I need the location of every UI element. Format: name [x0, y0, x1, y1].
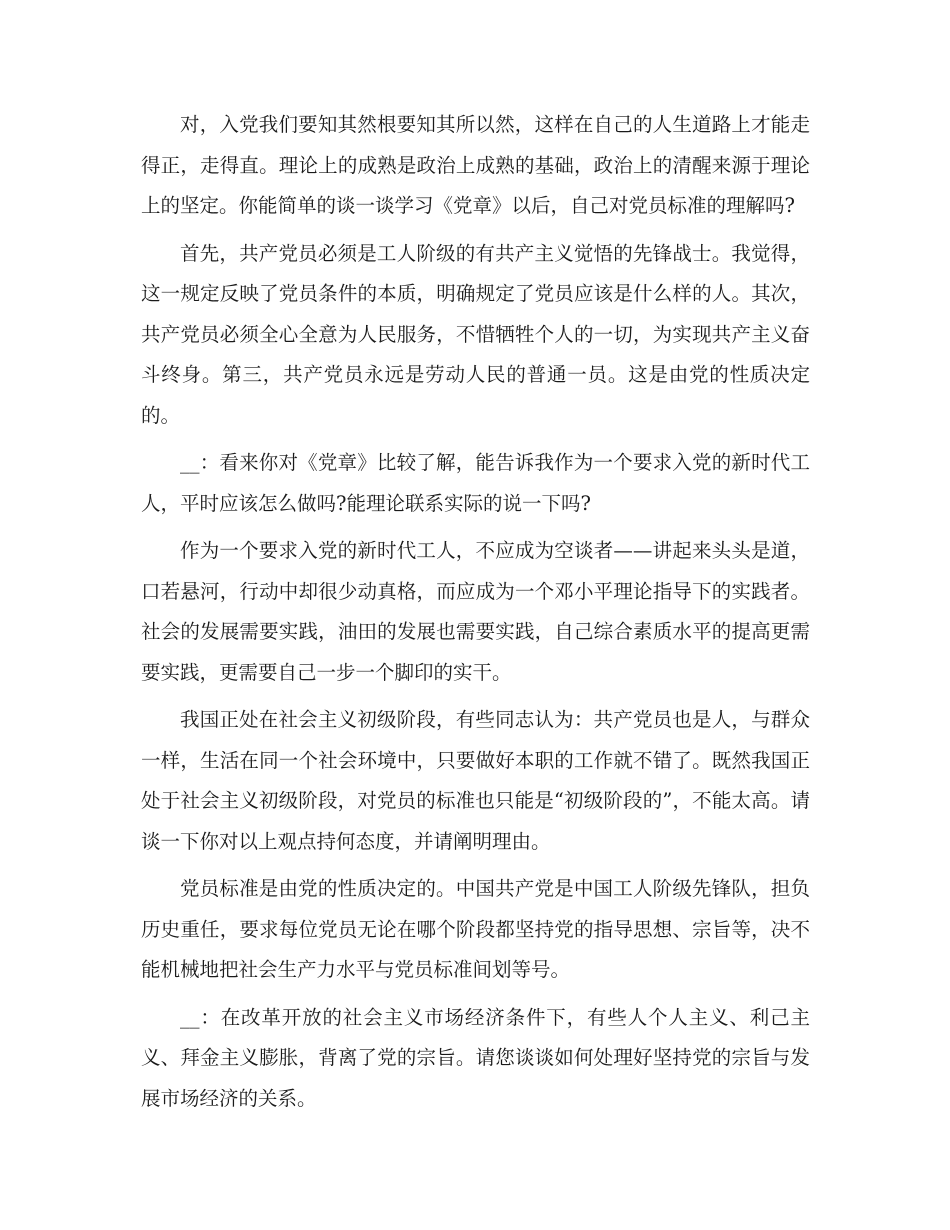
paragraph-2: 首先，共产党员必须是工人阶级的有共产主义觉悟的先锋战士。我觉得，这一规定反映了党员条件的本质，明确规定了党员应该是什么样的人。其次，共产党员必须全心全意为人民服务，不惜牺牲个人的一切，为实现共产主义奋斗终身。第三，共产党员永远是劳动人民的普通一员。这是由党的性质决定的。 — [141, 241, 810, 427]
paragraph-5: 我国正处在社会主义初级阶段，有些同志认为：共产党员也是人，与群众一样，生活在同一个社会环境中，只要做好本职的工作就不错了。既然我国正处于社会主义初级阶段，对党员的标准也只能是“初级阶段的”，不能太高。请谈一下你对以上观点持何态度，并请阐明理由。 — [141, 708, 810, 853]
paragraph-6: 党员标准是由党的性质决定的。中国共产党是中国工人阶级先锋队，担负历史重任，要求每位党员无论在哪个阶段都坚持党的指导思想、宗旨等，决不能机械地把社会生产力水平与党员标准间划等号。 — [141, 877, 810, 981]
document-page — [141, 105, 810, 1126]
paragraph-7: __：在改革开放的社会主义市场经济条件下，有些人个人主义、利己主义、拜金主义膨胀，背离了党的宗旨。请您谈谈如何处理好坚持党的宗旨与发展市场经济的关系。 — [141, 1005, 810, 1110]
paragraph-4: 作为一个要求入党的新时代工人，不应成为空谈者——讲起来头头是道，口若悬河，行动中却很少动真格，而应成为一个邓小平理论指导下的实践者。社会的发展需要实践，油田的发展也需要实践，自己综合素质水平的提高更需要实践，更需要自己一步一个脚印的实干。 — [141, 539, 810, 684]
paragraph-1: 对，入党我们要知其然根要知其所以然，这样在自己的人生道路上才能走得正，走得直。理论上的成熟是政治上成熟的基础，政治上的清醒来源于理论上的坚定。你能简单的谈一谈学习《党章》以后，自己对党员标准的理解吗? — [141, 113, 810, 217]
paragraph-3: __：看来你对《党章》比较了解，能告诉我作为一个要求入党的新时代工人，平时应该怎么做吗?能理论联系实际的说一下吗? — [141, 451, 810, 515]
